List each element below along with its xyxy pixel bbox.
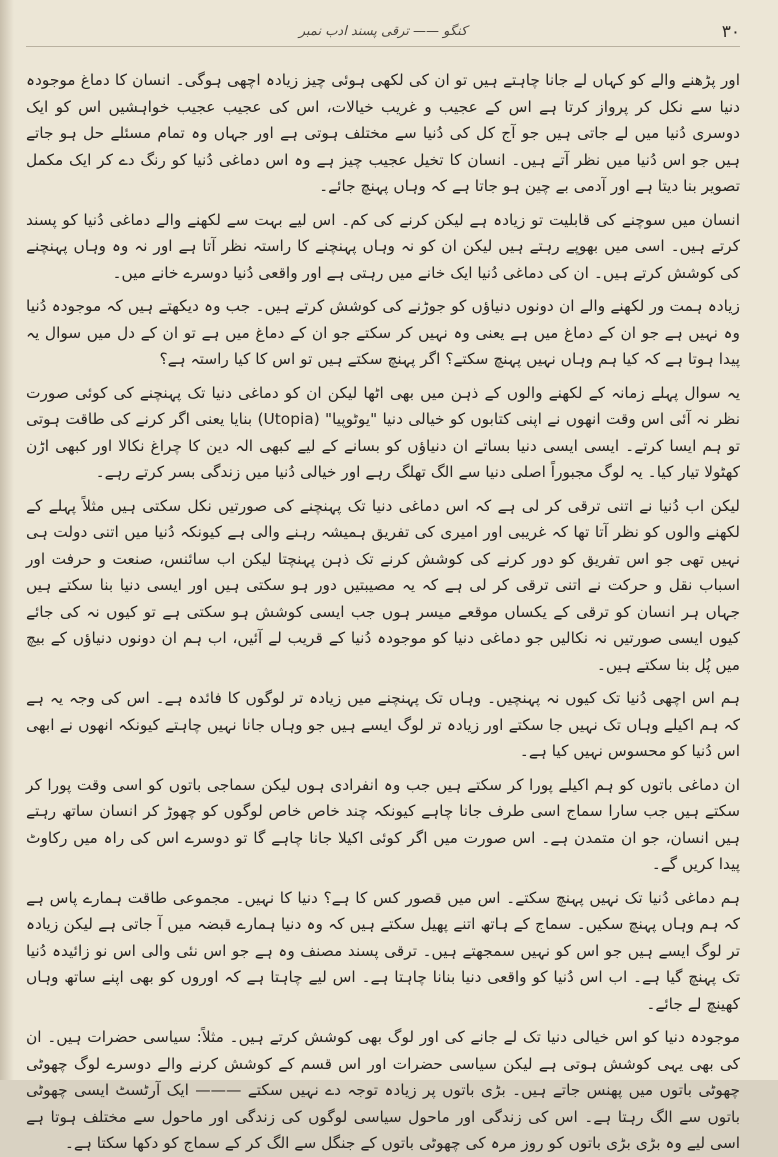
paragraph-8: ہم دماغی دُنیا تک نہیں پہنچ سکتے۔ اس میں قصور کس کا ہے؟ دنیا کا نہیں۔ مجموعی طاقت ہمارے پاس ہے کہ ہم وہاں پہنچ سکیں۔ سماج کے ہاتھ اتنے پھیل سکتے ہیں کہ وہ دنیا ہمارے قبضہ میں آ جاتی ہے لیکن زیادہ تر لوگ ایسے ہیں جو اس کو نہیں سمجھتے ہیں۔ ترقی پسند مصنف وہ ہے جو اس نئی والی اس نو زائیدہ دُنیا تک پہنچ گیا ہے۔ اب اس دُنیا کو واقعی دنیا بنانا چاہتا ہے۔ اس لیے چاہتا ہے کہ اوروں کو بھی اپنے ساتھ وہاں کھینچ لے جائے۔ [26,888,740,1013]
paragraph-6: ہم اس اچھی دُنیا تک کیوں نہ پہنچیں۔ وہاں تک پہنچنے میں زیادہ تر لوگوں کا فائدہ ہے۔ اس کی وجہ یہ ہے کہ ہم اکیلے وہاں تک نہیں جا سکتے اور زیادہ تر لوگ ایسے ہیں جو وہاں جانا نہیں چاہتے کیونکہ انھوں نے ابھی اس دُنیا کو محسوس نہیں کیا ہے۔ [26,689,740,760]
binding-shadow [0,0,14,1080]
running-head: کنگو —— ترقی پسند ادب نمبر [298,24,468,39]
page-header [26,22,740,47]
body-text [26,67,740,1157]
paragraph-3: زیادہ ہمت ور لکھنے والے ان دونوں دنیاؤں کو جوڑنے کی کوشش کرتے ہیں۔ جب وہ دیکھتے ہیں کہ موجودہ دُنیا وہ نہیں ہے جو ان کے دماغ میں ہے یعنی وہ نہیں کر سکتے جو ان کے دماغ میں ہے تو ان کے دل میں سوال یہ پیدا ہوتا ہے کہ کیا ہم وہاں نہیں پہنچ سکتے؟ اگر پہنچ سکتے ہیں تو اس کا کیا راستہ ہے؟ [26,297,740,368]
paragraph-7: ان دماغی باتوں کو ہم اکیلے پورا کر سکتے ہیں جب وہ انفرادی ہوں لیکن سماجی باتوں کو اسی وقت پورا کر سکتے ہیں جب سارا سماج اسی طرف جانا چاہے کیونکہ چند خاص خاص لوگوں کو چھوڑ کر انسان ساتھ رہتے ہیں انسان، جو ان متمدن ہے۔ اس صورت میں اگر کوئی اکیلا جانا چاہے گا تو دوسرے اس کی راہ میں رکاوٹ پیدا کریں گے۔ [26,775,740,873]
paragraph-1: اور پڑھنے والے کو کہاں لے جانا چاہتے ہیں تو ان کی لکھی ہوئی چیز زیادہ اچھی ہوگی۔ انسان کا دماغ موجودہ دنیا سے نکل کر پرواز کرتا ہے اس کے عجیب و غریب خیالات، اس کی عجیب عجیب خواہشیں اس کو ایک دوسری دُنیا میں لے جاتی ہیں جو آج کل کی دُنیا سے مختلف ہوتی ہے اور جہاں وہ تمام مسئلے حل ہو جاتے ہیں جو اس دُنیا میں نظر آتے ہیں۔ انسان کا تخیل عجیب چیز ہے وہ اس دماغی دُنیا کو رنگ دے کر ایک مکمل تصویر بنا دیتا ہے اور آدمی بے چین ہو جاتا ہے کہ وہاں پہنچ جائے۔ [26,71,740,195]
paragraph-4: یہ سوال پہلے زمانہ کے لکھنے والوں کے ذہن میں بھی اٹھا لیکن ان کو دماغی دنیا تک پہنچنے کی کوئی صورت نظر نہ آئی اس وقت انھوں نے اپنی کتابوں کو خیالی دنیا "یوٹوپیا" (Utopia) بنایا یعنی اگر کرنے کی طاقت ہوتی تو ہم ایسا کرتے۔ ایسی ایسی دنیا بساتے ان دنیاؤں کو بسانے کے لیے کبھی الہ دین کا چراغ نکالا اور کبھی اڑن کھٹولا تیار کیا۔ یہ لوگ مجبوراً اصلی دنیا سے الگ تھلگ رہے اور خیالی دُنیا میں زندگی بسر کرتے رہے۔ [26,383,740,481]
paragraph-9: موجودہ دنیا کو اس خیالی دنیا تک لے جانے کی اور لوگ بھی کوشش کرتے ہیں۔ مثلاً: سیاسی حضرات ہیں۔ ان کی بھی یہی کوشش ہوتی ہے لیکن سیاسی حضرات اور اس قسم کے کوشش کرنے والے دوسرے لوگ چھوٹی چھوٹی باتوں میں پھنس جاتے ہیں۔ بڑی باتوں پر زیادہ توجہ دے نہیں سکتے ——— ایک آرٹسٹ ایسی چھوٹی باتوں سے الگ رہتا ہے۔ اس کی زندگی اور ماحول سیاسی لوگوں کی زندگی اور ماحول سے مختلف ہوتا ہے اسی لیے وہ بڑی بڑی باتوں کو روز مرہ کی چھوٹی باتوں کے جنگل سے الگ کر کے سماج کو دکھا سکتا ہے۔ [26,1028,740,1152]
page-number: ۳۰ [721,22,740,42]
paragraph-5: لیکن اب دُنیا نے اتنی ترقی کر لی ہے کہ اس دماغی دنیا تک پہنچنے کی صورتیں نکل سکتی ہیں مثلاً پہلے کے لکھنے والوں کو نظر آتا تھا کہ غریبی اور امیری کی تفریق ہمیشہ رہنے والی ہے کیونکہ دُنیا میں اتنی دولت ہی نہیں تھی جو اس تفریق کو دور کرنے کی کوشش کرنے تک ذہن پہنچتا لیکن اب سائنس، صنعت و حرفت اور اسباب نقل و حرکت نے اتنی ترقی کر لی ہے کہ یہ مصیبتیں دور ہو سکتی ہیں اور ایسی دنیا بنا سکتے ہیں جہاں ہر انسان کو ترقی کے یکساں موقعے میسر ہوں جب ایسی کوشش ہو سکتی ہے تو کیوں نہ کی جائے کیوں ایسی صورتیں نہ نکالیں جو دماغی دنیا کو موجودہ دُنیا کے قریب لے آئیں، اب ہم ان دونوں دنیاؤں کے بیچ میں پُل بنا سکتے ہیں۔ [26,496,740,674]
paragraph-2: انسان میں سوچنے کی قابلیت تو زیادہ ہے لیکن کرنے کی کم۔ اس لیے بہت سے لکھنے والے دماغی دُنیا کو پسند کرتے ہیں۔ اسی میں بھوپے رہتے ہیں لیکن ان کو نہ وہاں پہنچنے کا راستہ نظر آتا ہے اور نہ وہ وہاں پہنچنے کی کوشش کرتے ہیں۔ ان کی دماغی دُنیا ایک خانے میں رہتی ہے اور واقعی دُنیا دوسرے خانے میں۔ [26,210,740,282]
